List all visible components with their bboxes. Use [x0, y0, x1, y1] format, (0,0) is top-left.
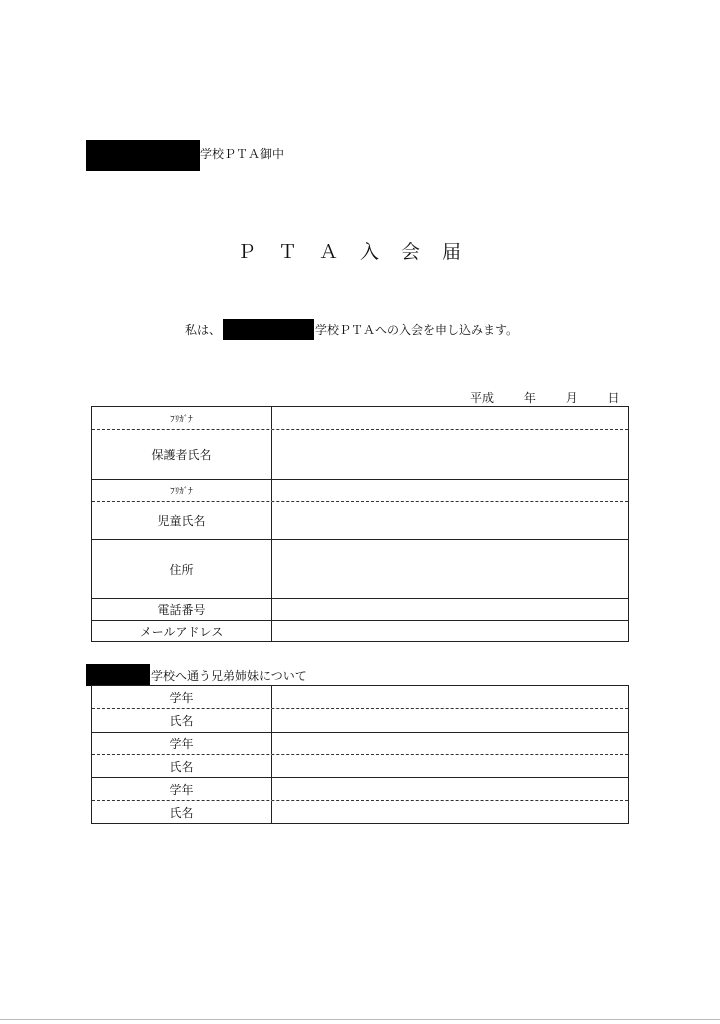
field-child-name[interactable]: [272, 502, 628, 539]
label-sibling-grade-2: 学年: [92, 733, 272, 754]
field-furigana-guardian[interactable]: [272, 407, 628, 429]
sibling-row-grade-2: [92, 733, 628, 755]
addressee-suffix: 学校ＰＴＡ御中: [200, 147, 285, 161]
label-email: メールアドレス: [92, 621, 272, 641]
siblings-heading: 学校へ通う兄弟姉妹について: [151, 669, 307, 683]
form-row-address: [92, 540, 628, 599]
page-title: ＰＴＡ入会届: [236, 241, 483, 263]
label-phone: 電話番号: [92, 599, 272, 620]
label-guardian-name: 保護者氏名: [92, 430, 272, 479]
form-row-guardian-name: [92, 430, 628, 480]
scan-edge-line: [0, 1019, 720, 1020]
label-furigana-guardian: ﾌﾘｶﾞﾅ: [92, 407, 272, 429]
label-sibling-grade-1: 学年: [92, 686, 272, 708]
field-email[interactable]: [272, 621, 628, 641]
field-sibling-grade-2[interactable]: [272, 733, 628, 754]
date-year[interactable]: 年: [523, 391, 536, 405]
form-row-phone: [92, 599, 628, 621]
redacted-school-name-header: [86, 140, 200, 171]
label-child-name: 児童氏名: [92, 502, 272, 539]
date-day[interactable]: 日: [607, 391, 620, 405]
field-address[interactable]: [272, 540, 628, 598]
application-form-table: [91, 406, 629, 642]
field-sibling-name-1[interactable]: [272, 709, 628, 732]
field-guardian-name[interactable]: [272, 430, 628, 479]
field-sibling-name-2[interactable]: [272, 755, 628, 777]
redacted-school-name-siblings: [86, 664, 150, 686]
form-row-furigana-child: [92, 480, 628, 502]
form-row-furigana-guardian: [92, 407, 628, 430]
date-era: 平成: [470, 391, 495, 405]
date-month[interactable]: 月: [565, 391, 578, 405]
field-phone[interactable]: [272, 599, 628, 620]
field-sibling-grade-3[interactable]: [272, 778, 628, 800]
label-sibling-name-3: 氏名: [92, 801, 272, 823]
siblings-table: [91, 685, 629, 824]
field-sibling-name-3[interactable]: [272, 801, 628, 823]
sibling-row-name-3: [92, 801, 628, 823]
label-address: 住所: [92, 540, 272, 598]
date-line: [470, 389, 620, 406]
form-row-email: [92, 621, 628, 641]
form-row-child-name: [92, 502, 628, 540]
redacted-school-name-statement: [223, 319, 314, 340]
label-sibling-name-1: 氏名: [92, 709, 272, 732]
field-furigana-child[interactable]: [272, 480, 628, 501]
statement-prefix: 私は、: [185, 323, 222, 337]
statement-suffix: 学校ＰＴＡへの入会を申し込みます。: [315, 323, 519, 337]
sibling-row-name-1: [92, 709, 628, 733]
sibling-row-grade-1: [92, 686, 628, 709]
label-sibling-name-2: 氏名: [92, 755, 272, 777]
sibling-row-name-2: [92, 755, 628, 778]
field-sibling-grade-1[interactable]: [272, 686, 628, 708]
label-sibling-grade-3: 学年: [92, 778, 272, 800]
sibling-row-grade-3: [92, 778, 628, 801]
label-furigana-child: ﾌﾘｶﾞﾅ: [92, 480, 272, 501]
